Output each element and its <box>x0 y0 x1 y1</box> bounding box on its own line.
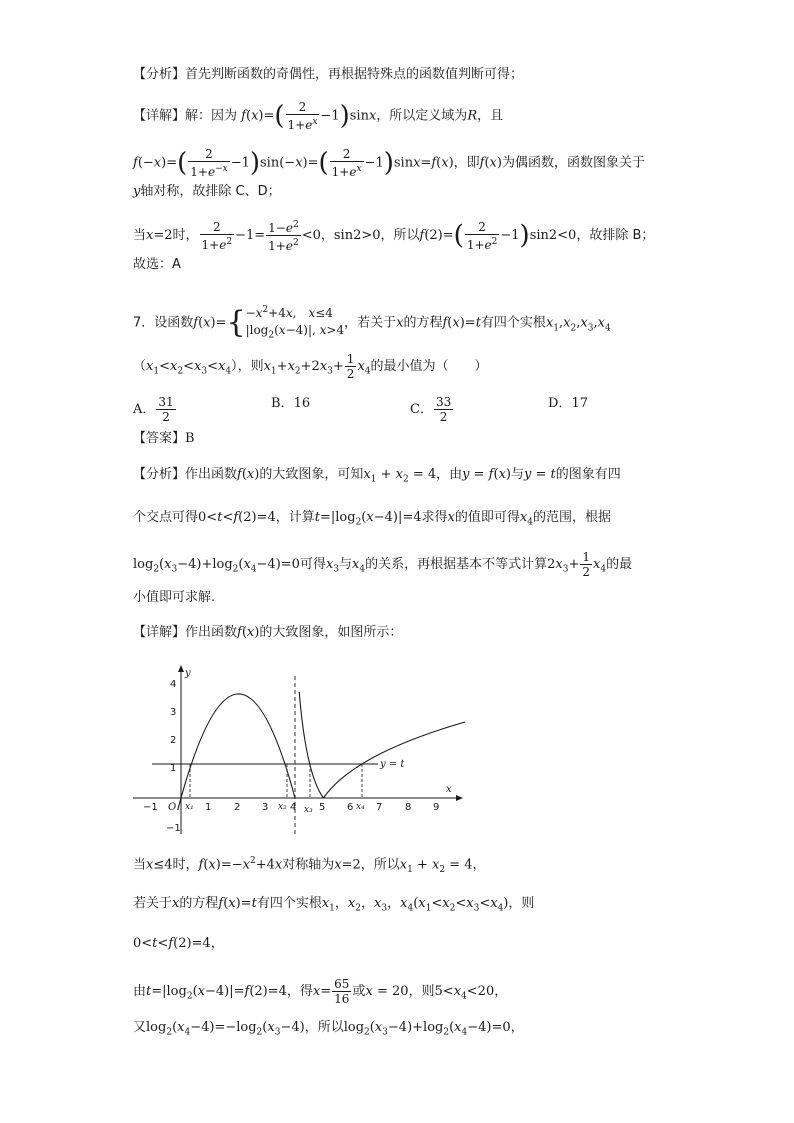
x-tick: 4 <box>290 802 297 813</box>
p6-choose: 故选：A <box>133 257 181 272</box>
y-tick: −1 <box>166 823 181 834</box>
x-tick: 5 <box>319 802 326 813</box>
p6-detail-line3: y轴对称，故排除 C、D； <box>133 184 281 199</box>
q7-detail-line2: 当x≤4时，$f(x)=-x^2+4x$对称轴为x=2，所以$x_1 + x_2 = 4$， <box>133 856 486 875</box>
x-axis-arrow <box>456 795 463 801</box>
q7-detail-line1: 【详解】作出函数f(x)的大致图象，如图所示： <box>133 625 403 640</box>
x-tick: −1 <box>143 802 158 813</box>
x-tick: 1 <box>205 802 212 813</box>
q7-option-b[interactable]: B．16 <box>271 396 311 411</box>
x-axis-label: x <box>446 784 452 795</box>
y-tick: 4 <box>170 679 177 690</box>
y-tick: 1 <box>170 763 177 774</box>
p6-analysis <box>133 66 523 84</box>
y-axis-arrow <box>178 665 184 672</box>
detail-tag: 【详解】 <box>133 108 186 124</box>
q7-detail-line6: 又$\log_2(x_4-4)=-\log_2(x_3-4)$，所以$\log_2(x_3-4)+\log_2(x_4-4)=0$， <box>133 1020 524 1038</box>
q7-answer: 【答案】B <box>133 431 195 446</box>
x-tick: 9 <box>433 802 440 813</box>
q7-detail-line4: 0<t<f(2)=4， <box>133 936 224 951</box>
parabola-curve <box>178 694 295 810</box>
q7-option-c[interactable]: C． $\frac{33}{2}$ <box>410 395 452 424</box>
function-graph <box>128 664 468 839</box>
q7-detail-line3: 若关于x的方程f(x)=t有四个实根$x_1$，$x_2$，$x_3$，$x_4(x_1<x_2<x_3<x_4)$，则 <box>133 896 535 914</box>
q7-option-a[interactable]: A． $\frac{31}{2}$ <box>133 395 174 424</box>
analysis-tag: 【分析】 <box>133 67 186 82</box>
q7-analysis-line1: 【分析】作出函数f(x)的大致图象，可知$x_1 + x_2 = 4$，由y = f(x)与y = t的图象有四 <box>133 467 621 485</box>
y-tick: 3 <box>170 707 177 718</box>
y-tick: 2 <box>170 735 177 746</box>
line-y-eq-t-label: y = t <box>380 759 405 770</box>
p6-analysis-text: 首先判断函数的奇偶性，再根据特殊点的函数值判断可得； <box>185 67 524 82</box>
p6-detail-line4: 当x=2时， $\frac{2}{1+e^2}$ −1= $\frac{1-e^2}{1+e^2}$ <0，sin2>0，所以f(2)=( $\frac{2}{1+e^2}$ −1)sin2<0，故排除 B； <box>133 219 655 253</box>
q7-option-d[interactable]: D．17 <box>548 396 588 411</box>
p6-detail-line1: 【详解】解：因为 f(x)=( $\frac{2}{1+e^x}$ −1)sinx，所以定义域为R，且 <box>133 100 504 132</box>
x-tick: 2 <box>234 802 241 813</box>
root-label: x₁ <box>185 802 194 812</box>
q7-analysis-line4: 小值即可求解. <box>133 590 216 605</box>
x-tick: 6 <box>347 802 354 813</box>
x-tick: 7 <box>376 802 383 813</box>
log-curve-left <box>299 692 323 798</box>
root-label: x₂ <box>278 802 287 812</box>
root-label: x₄ <box>356 802 365 812</box>
root-label: x₃ <box>304 805 313 815</box>
q7-analysis-line2: 个交点可得0<t<f(2)=4，计算$t=|\log_2(x-4)|=4$求得x的值即可得$x_4$的范围，根据 <box>133 510 611 528</box>
p6-detail-line2: f(−x)=( $\frac{2}{1+e^{-x}}$ −1)sin(−x)=( $\frac{2}{1+e^x}$ −1)sinx=f(x)，即f(x)为偶函数，函数图象关于 <box>133 147 645 179</box>
x-tick: 8 <box>405 802 412 813</box>
origin-label: O <box>168 802 177 813</box>
q7-stem-line2: $(x_1<x_2<x_3<x_4)$，则$x_1+x_2+2x_3+$ $\frac{1}{2}$ $x_4$的最小值为（ ） <box>133 352 488 381</box>
x-tick: 3 <box>262 802 269 813</box>
y-axis-label: y <box>185 668 191 679</box>
q7-stem-line1: 7．设函数f(x)={ $-x^2+4x$, x≤4 $|\log_2(x-4)|$, x>4 ，若关于x的方程f(x)=t有四个实根$x_1,x_2,x_3,x_4$ <box>133 305 611 341</box>
q7-analysis-line3: $\log_2(x_3-4)+\log_2(x_4-4)=0$可得$x_3$与$x_4$的关系，再根据基本不等式计算$2x_3+$ $\frac{1}{2}$ $x_4$的最 <box>133 550 633 579</box>
q7-detail-line5: 由$t=|\log_2(x-4)|=f(2)=4$，得x= $\frac{65}{16}$ 或x = 20，则$5<x_4<20$， <box>133 977 508 1006</box>
